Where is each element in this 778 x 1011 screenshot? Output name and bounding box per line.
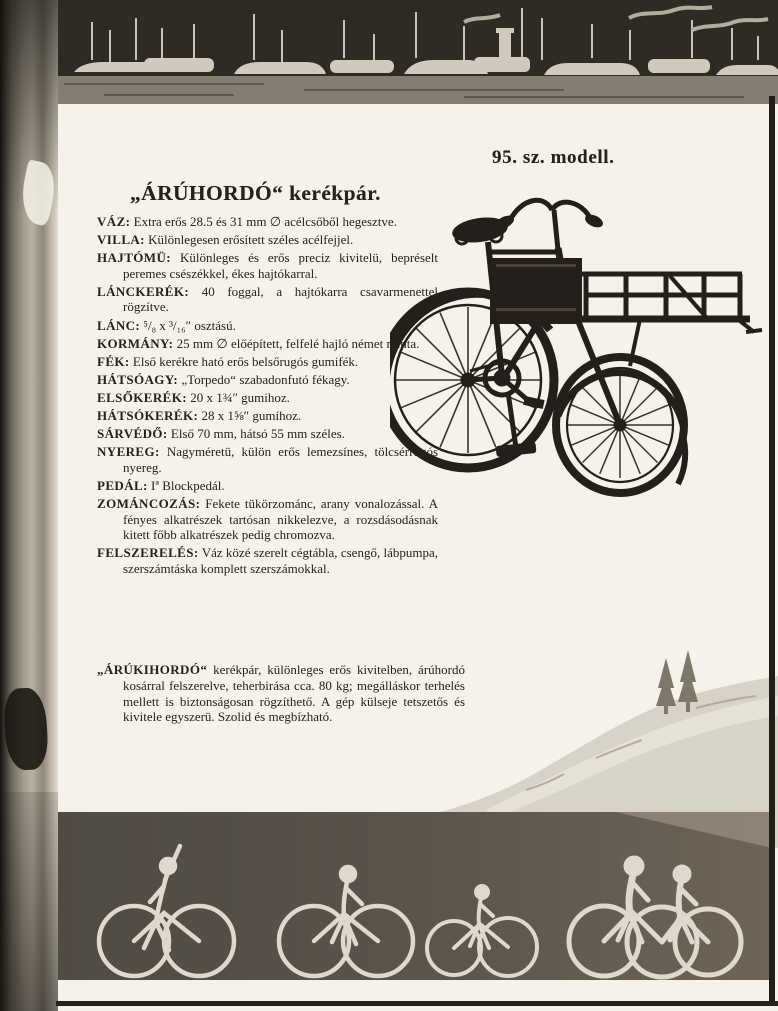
spec-text: 20 x 1¾″ gumihoz. (190, 389, 290, 405)
spec-text: „Torpedo“ szabadonfutó fékagy. (181, 371, 350, 387)
description-paragraph (97, 662, 465, 725)
handlebar (495, 200, 605, 250)
spec-item-nyereg (97, 444, 438, 475)
front-wheel (556, 357, 684, 493)
spec-text: Extra erős 28.5 és 31 mm ∅ acélcsőből hegesztve. (133, 214, 397, 229)
spec-term: LÁNCKERÉK: (97, 283, 190, 299)
spec-term: NYEREG: (97, 444, 160, 460)
spec-list (97, 214, 438, 579)
model-heading: 95. sz. modell. (492, 147, 615, 168)
spec-item-zomancozas (97, 496, 438, 543)
spec-item-felszereles (97, 545, 438, 576)
spec-text: Különlegesen erősített széles acélfejjel. (148, 232, 354, 248)
page-right-edge-line (769, 96, 775, 1006)
spec-text: Különleges és erős preciz kivitelü, bepréselt peremes csészékkel, ékes hajtókarral. (123, 250, 439, 281)
spec-text: 40 foggal, a hajtókarra csavarmenettel rögzítve. (123, 283, 439, 315)
spec-term: FELSZERELÉS: (97, 545, 199, 561)
spec-text: Fekete tükörzománc, arany vonalozással. A fényes alkatrészek tartósan nikkelezve, a rozsdásodásnak kitett főbb alkatrészek pedig chromozva. (123, 496, 438, 543)
spec-item-villa (97, 232, 438, 248)
spec-term: VILLA: (97, 232, 145, 248)
spec-term: VÁZ: (97, 214, 131, 229)
spec-item-pedal (97, 478, 438, 494)
page-bottom-edge-line (56, 1001, 778, 1006)
spec-term: FÉK: (97, 353, 130, 369)
spec-item-elsokerek (97, 390, 438, 406)
spec-item-lanckerek (97, 284, 438, 315)
spec-text: Iª Blockpedál. (151, 477, 225, 493)
carrier-basket (570, 274, 762, 366)
spec-item-hatsokerek (97, 408, 438, 424)
spec-text: Nagyméretü, külön erős lemezsínes, tölcsérrugós nyereg. (123, 444, 438, 475)
spec-item-kormany (97, 336, 438, 352)
spec-text: 28 x 1⅝″ gumihoz. (201, 408, 302, 424)
spec-text: Első kerékre ható erős belsőrugós gumifék. (132, 353, 359, 369)
spec-text: Első 70 mm, hátsó 55 mm széles. (170, 426, 345, 442)
spec-text: ⁵/₈ x ³/₁₆″ osztású. (143, 317, 236, 333)
spec-text: Váz közé szerelt cégtábla, csengő, lábpumpa, szerszámtáska komplett szerszámokkal. (123, 545, 439, 576)
spec-term: HÁTSÓAGY: (97, 371, 179, 387)
spec-term: HAJTÓMÜ: (97, 250, 171, 266)
spec-term: ELSŐKERÉK: (97, 389, 187, 405)
book-spine (0, 0, 58, 1011)
spec-term: KORMÁNY: (97, 335, 174, 351)
spec-term: ZOMÁNCOZÁS: (97, 496, 201, 511)
spec-item-hajtomu (97, 250, 438, 281)
description-text: kerékpár, különleges erős kivitelben, árúhordó kosárral felszerelve, teherbirása cca. 80 kg; megálláskor terhelés mellett is biztonságosan rögzíthető. A gép külseje tetszetős és kivitele egyszerü. Szolid és megbízható. (123, 662, 465, 725)
spec-item-vaz (97, 214, 438, 230)
harbor-illustration-icon (44, 0, 778, 104)
cyclists-illustration-icon (56, 808, 772, 984)
spec-term: HÁTSÓKERÉK: (97, 408, 199, 424)
spec-text: 25 mm ∅ előépített, felfelé hajló német minta. (176, 335, 420, 351)
spec-item-fek (97, 354, 438, 370)
spec-term: PEDÁL: (97, 477, 148, 493)
description-lead: „ÁRÚKIHORDÓ“ (97, 662, 208, 677)
spec-item-sarvedo (97, 426, 438, 442)
spec-item-hatsoagy (97, 372, 438, 388)
spec-term: LÁNC: (97, 317, 141, 333)
spec-term: SÁRVÉDŐ: (97, 426, 168, 442)
cargo-bicycle-illustration-icon (390, 190, 766, 508)
spec-item-lanc (97, 318, 438, 334)
product-title: „ÁRÚHORDÓ“ kerékpár. (130, 181, 381, 205)
frame-sign-panel (490, 258, 582, 324)
